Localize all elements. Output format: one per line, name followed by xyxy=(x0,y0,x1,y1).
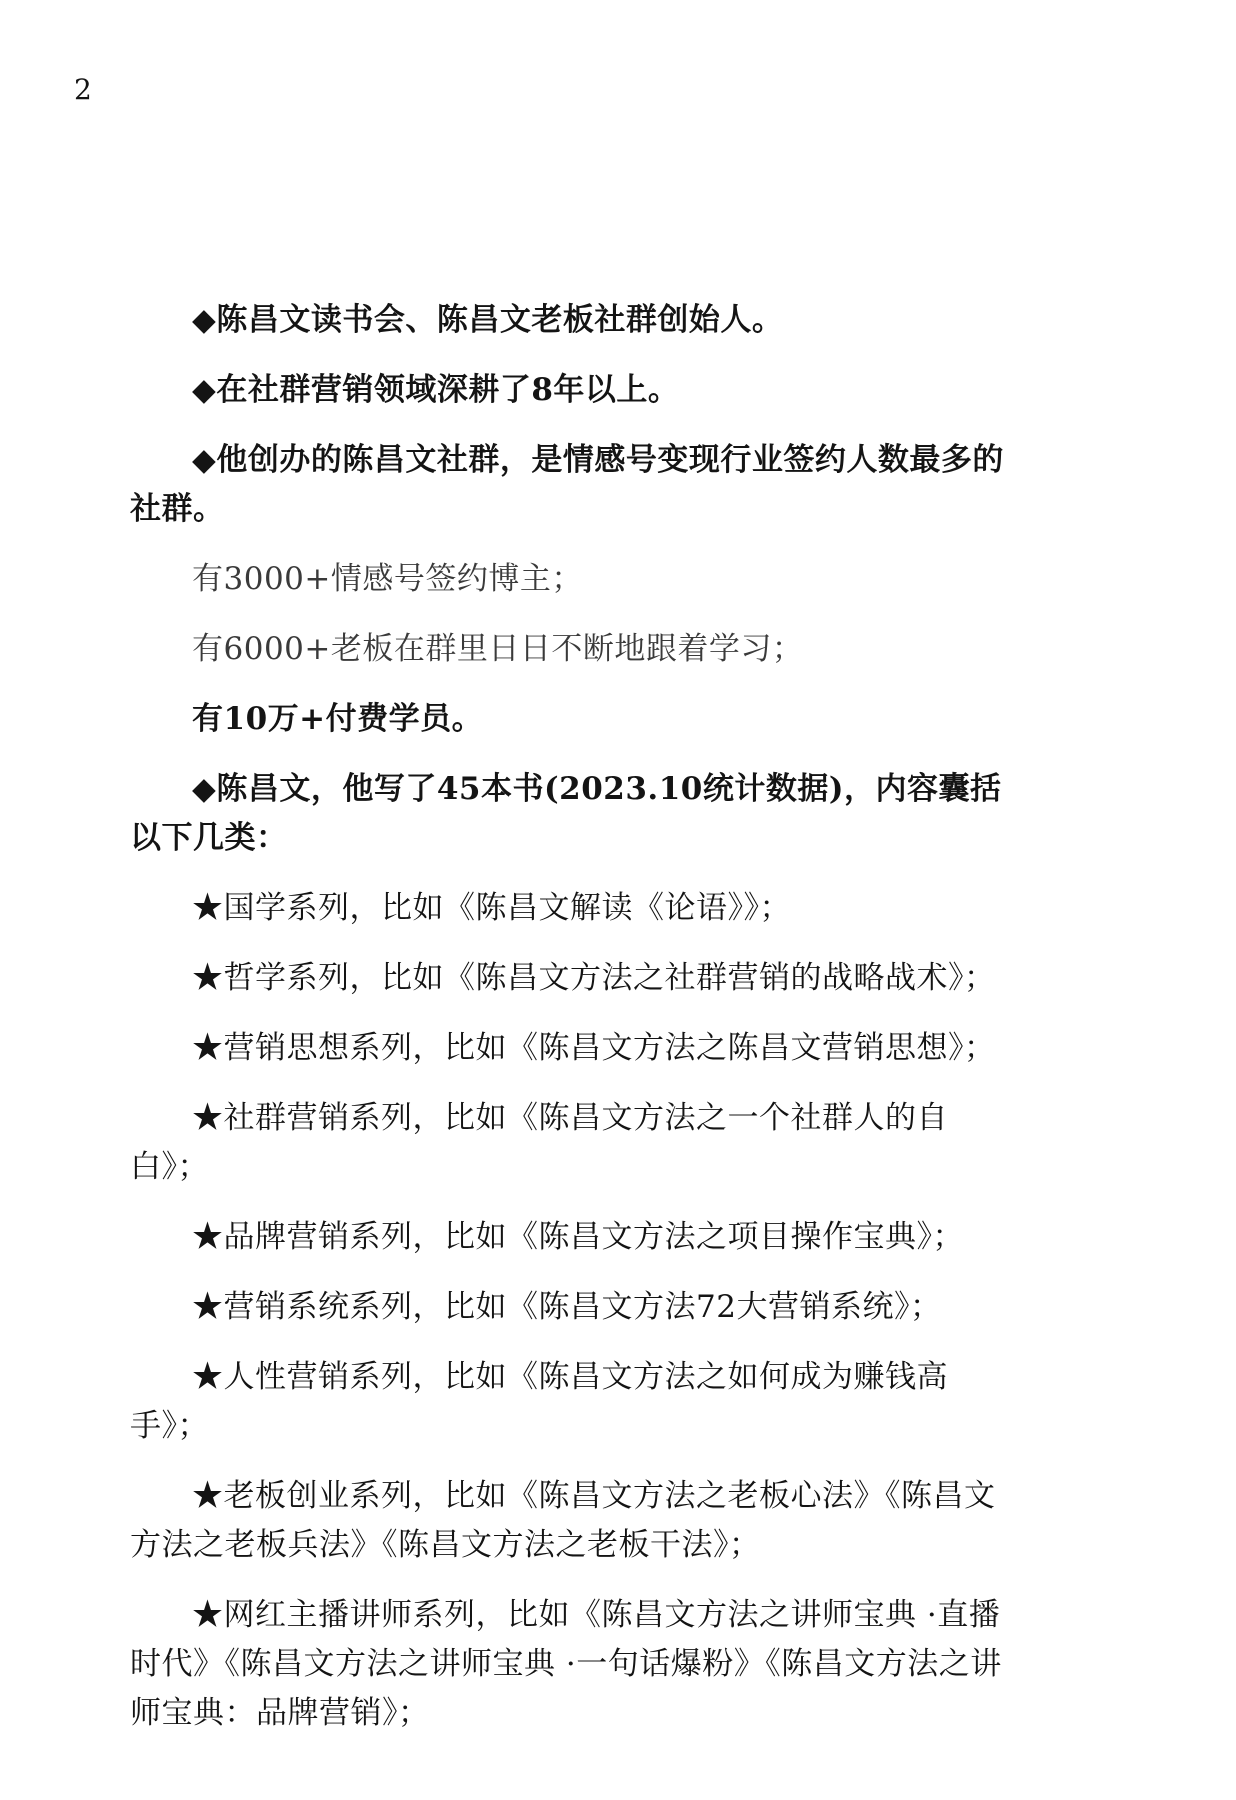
paragraph-bloggers: 有3000+情感号签约博主； xyxy=(192,561,583,597)
list-item-philosophy: ★哲学系列，比如《陈昌文方法之社群营销的战略战术》； xyxy=(192,960,996,996)
list-item-brand-marketing: ★品牌营销系列，比如《陈昌文方法之项目操作宝典》； xyxy=(192,1219,964,1255)
list-item-guoxue: ★国学系列，比如《陈昌文解读《论语》》； xyxy=(192,890,791,926)
list-item-human-nature: ★人性营销系列，比如《陈昌文方法之如何成为赚钱高手》； xyxy=(130,1359,948,1444)
list-item-lecturer: ★网红主播讲师系列，比如《陈昌文方法之讲师宝典 ·直播时代》《陈昌文方法之讲师宝典 ·一句话爆粉》《陈昌文方法之讲师宝典：品牌营销》； xyxy=(130,1597,1002,1731)
paragraph-experience: ◆在社群营销领域深耕了8年以上。 xyxy=(192,372,680,408)
paragraph-books-intro: ◆陈昌文，他写了45本书(2023.10统计数据)，内容囊括以下几类： xyxy=(130,771,1002,856)
paragraph-students: 有10万+付费学员。 xyxy=(192,701,484,737)
paragraph-community: ◆他创办的陈昌文社群，是情感号变现行业签约人数最多的社群。 xyxy=(130,442,1004,527)
page-number: 2 xyxy=(74,73,92,106)
paragraph-bosses: 有6000+老板在群里日日不断地跟着学习； xyxy=(192,631,804,667)
paragraph-founder: ◆陈昌文读书会、陈昌文老板社群创始人。 xyxy=(192,302,784,338)
document-body xyxy=(130,296,1010,1759)
list-item-community-marketing: ★社群营销系列，比如《陈昌文方法之一个社群人的自白》； xyxy=(130,1100,948,1185)
list-item-marketing-system: ★营销系统系列，比如《陈昌文方法72大营销系统》； xyxy=(192,1289,942,1325)
list-item-boss-startup: ★老板创业系列，比如《陈昌文方法之老板心法》《陈昌文方法之老板兵法》《陈昌文方法之老板干法》； xyxy=(130,1478,996,1563)
list-item-marketing-thought: ★营销思想系列，比如《陈昌文方法之陈昌文营销思想》； xyxy=(192,1030,996,1066)
